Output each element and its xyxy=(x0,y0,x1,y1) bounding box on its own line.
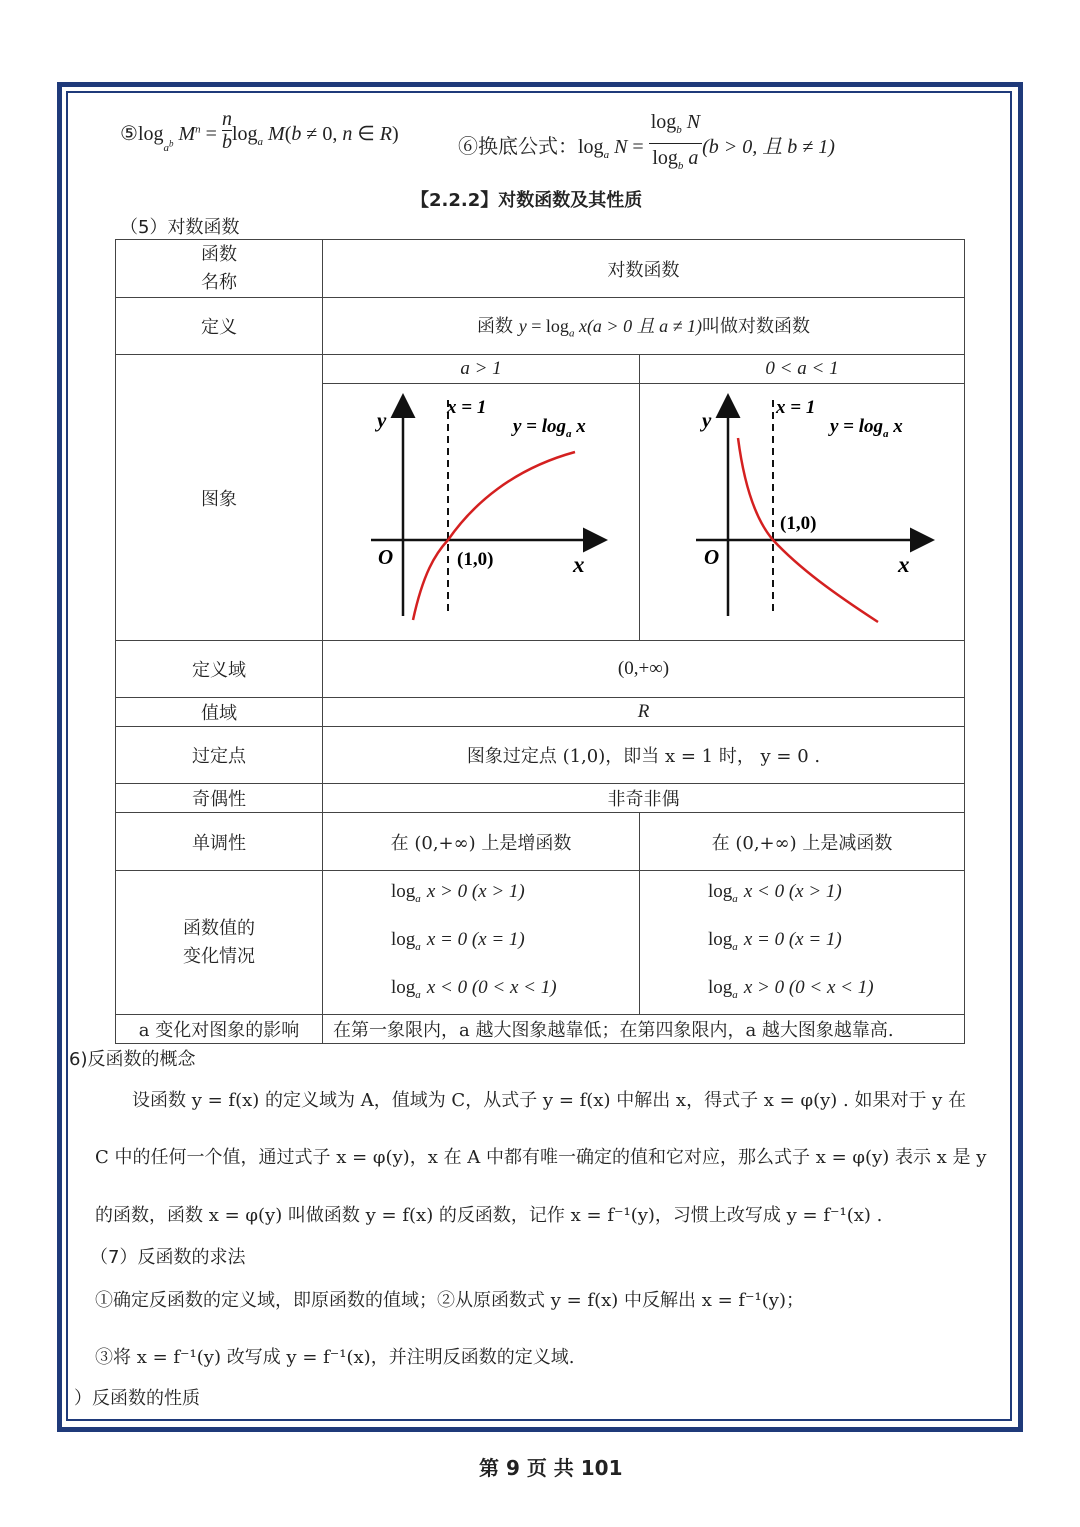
item6-label: ⑥换底公式： xyxy=(458,134,578,158)
table-row xyxy=(116,298,965,355)
row-name-label: 函数 名称 xyxy=(116,240,323,298)
graph-increasing xyxy=(323,384,640,640)
table-row xyxy=(116,784,965,813)
func-label: $y = \log_a x$ xyxy=(513,416,586,440)
origin-label: O xyxy=(378,545,394,569)
formula-5: $⑤\log_{a^b}$ $M^n$ = $\frac{n}{b}$ $\log_a M(b \ne 0$, n ∈ R) xyxy=(120,108,399,154)
item6-condition: (b > 0, 且 b ≠ 1) xyxy=(702,136,835,158)
y-label: y xyxy=(377,408,387,432)
row-change-label: 函数值的 变化情况 xyxy=(116,871,323,1015)
sub7-paragraph-1: ①确定反函数的定义域，即原函数的值域；②从原函数式 y = f(x) 中反解出 x = f⁻¹(y)； xyxy=(95,1290,804,1311)
x-label: x xyxy=(573,552,585,577)
row-fixed-label: 过定点 xyxy=(116,727,323,784)
row-mono-right: 在 (0,+∞) 上是减函数 xyxy=(640,813,965,871)
table-row xyxy=(116,641,965,698)
row-range-label: 值域 xyxy=(116,698,323,727)
table-row xyxy=(116,698,965,727)
row-def-label: 定义 xyxy=(116,298,323,355)
y-label: y xyxy=(702,408,712,432)
table-row xyxy=(116,727,965,784)
sub6-paragraph-3: 的函数，函数 x = φ(y) 叫做函数 y = f(x) 的反函数，记作 x = f⁻¹(y)，习惯上改写成 y = f⁻¹(x) . xyxy=(95,1205,883,1226)
sub5-title: （5）对数函数 xyxy=(120,217,240,238)
row-name-value: 对数函数 xyxy=(323,240,965,298)
section-heading: 【2.2.2】对数函数及其性质 xyxy=(411,190,643,211)
row-graph-label: 图象 xyxy=(116,355,323,641)
log-function-table xyxy=(115,239,965,1044)
point-label: (1,0) xyxy=(780,513,817,534)
row-parity-label: 奇偶性 xyxy=(116,784,323,813)
x-eq-label: x = 1 xyxy=(447,397,487,418)
page-footer: 第 9 页 共 101 xyxy=(479,1456,623,1480)
row-mono-label: 单调性 xyxy=(116,813,323,871)
graph-left-cell xyxy=(323,384,640,641)
sub7-paragraph-2: ③将 x = f⁻¹(y) 改写成 y = f⁻¹(x)，并注明反函数的定义域. xyxy=(95,1347,575,1368)
formula-6: ⑥换底公式：$\log_a N$ = $\frac{\log_b N}{\log_b a}$ (b > 0, 且 b ≠ 1) xyxy=(458,112,835,183)
log-curve-increasing xyxy=(413,452,575,620)
row-domain-value: (0,+∞) xyxy=(323,641,965,698)
row-effect-label: a 变化对图象的影响 xyxy=(116,1015,323,1044)
x-eq-label: x = 1 xyxy=(776,397,816,418)
table-row xyxy=(116,355,965,384)
row-parity-value: 非奇非偶 xyxy=(323,784,965,813)
sub6-title: 6)反函数的概念 xyxy=(69,1049,196,1070)
row-fixed-value: 图象过定点 (1,0)，即当 x = 1 时， y = 0 . xyxy=(323,727,965,784)
row-change-right: $\log_a x < 0$ (x > 1) $\log_a x = 0$ (x = 1) $\log_a x > 0$ (0 < x < 1) xyxy=(640,871,965,1015)
row-change-left: $\log_a x > 0$ (x > 1) $\log_a x = 0$ (x = 1) $\log_a x < 0$ (0 < x < 1) xyxy=(323,871,640,1015)
sub6-paragraph-2: C 中的任何一个值，通过式子 x = φ(y)，x 在 A 中都有唯一确定的值和它对应，那么式子 x = φ(y) 表示 x 是 y xyxy=(95,1147,987,1168)
graph-right-cell xyxy=(640,384,965,641)
point-label: (1,0) xyxy=(457,549,494,570)
origin-label: O xyxy=(704,545,720,569)
table-row xyxy=(116,240,965,298)
sub8-title: ）反函数的性质 xyxy=(74,1388,200,1409)
item5-number: ⑤ xyxy=(120,121,138,145)
row-def-value: 函数 $y = \log_a x(a > 0$ 且 a ≠ 1)叫做对数函数 xyxy=(323,298,965,355)
row-mono-left: 在 (0,+∞) 上是增函数 xyxy=(323,813,640,871)
table-row xyxy=(116,1015,965,1044)
row-range-value: R xyxy=(323,698,965,727)
func-label: $y = \log_a x$ xyxy=(830,416,903,440)
graph-decreasing xyxy=(640,384,965,640)
row-domain-label: 定义域 xyxy=(116,641,323,698)
table-row xyxy=(116,871,965,1015)
col-a-gt-1: a > 1 xyxy=(323,355,640,384)
x-label: x xyxy=(898,552,910,577)
row-effect-value: 在第一象限内，a 越大图象越靠低；在第四象限内，a 越大图象越靠高. xyxy=(323,1015,965,1044)
sub7-title: （7）反函数的求法 xyxy=(90,1247,246,1268)
sub6-paragraph-1: 设函数 y = f(x) 的定义域为 A，值域为 C，从式子 y = f(x) 中解出 x，得式子 x = φ(y) . 如果对于 y 在 xyxy=(132,1090,967,1111)
col-a-lt-1: 0 < a < 1 xyxy=(640,355,965,384)
table-row xyxy=(116,813,965,871)
